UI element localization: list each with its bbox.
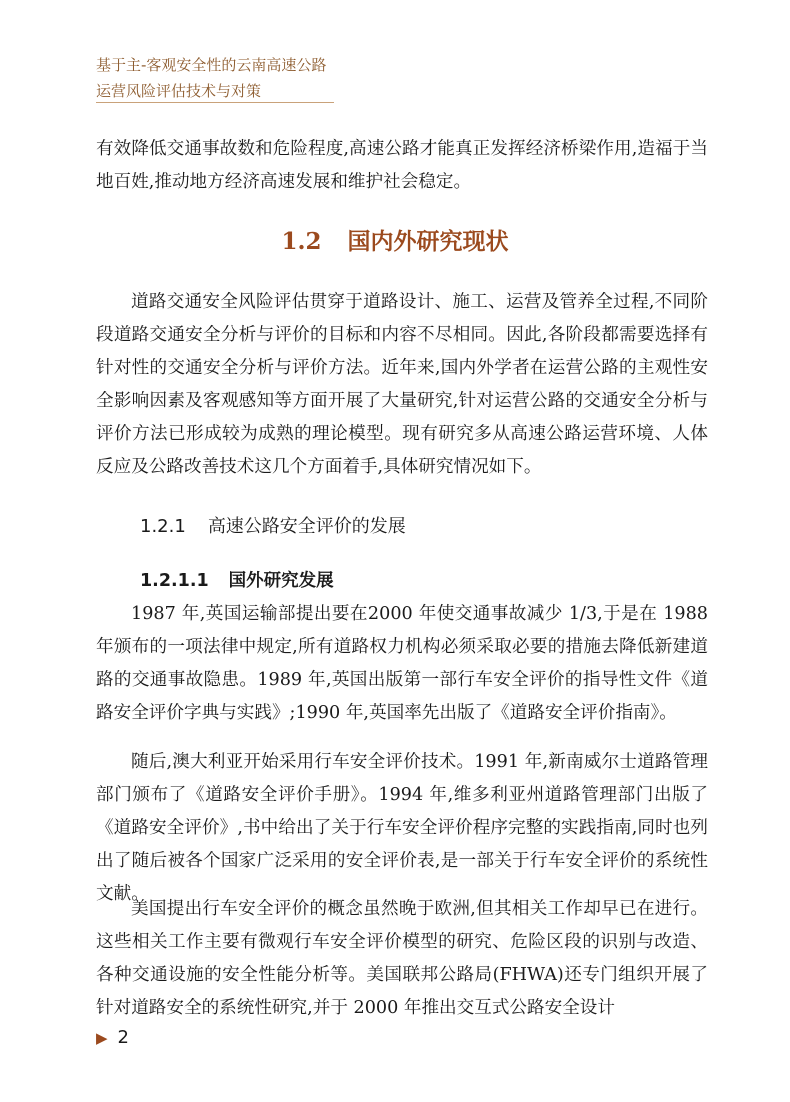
- running-header: [96, 52, 346, 104]
- book-title-line-2: 运营风险评估技术与对策: [96, 82, 262, 100]
- header-rule: [96, 102, 334, 103]
- page-footer: [96, 1024, 129, 1052]
- book-title-line-1: 基于主-客观安全性的云南高速公路: [96, 56, 327, 74]
- subsection-heading: [140, 512, 406, 542]
- triangle-right-icon: ▶: [96, 1029, 108, 1047]
- section-heading: [0, 225, 790, 259]
- section-paragraph: 道路交通安全风险评估贯穿于道路设计、施工、运营及管养全过程,不同阶段道路交通安全分析与评价的目标和内容不尽相同。因此,各阶段都需要选择有针对性的交通安全分析与评价方法。近年来,国内外学者在运营公路的主观性安全影响因素及客观感知等方面开展了大量研究,针对运营公路的交通安全分析与评价方法已形成较为成熟的理论模型。现有研究多从高速公路运营环境、人体反应及公路改善技术这几个方面着手,具体研究情况如下。: [96, 292, 708, 477]
- subsubsection-number: 1.2.1.1: [140, 571, 209, 591]
- section-title: 国内外研究现状: [347, 228, 509, 255]
- subsection-number: 1.2.1: [140, 516, 186, 537]
- page-number: 2: [117, 1027, 129, 1048]
- body-paragraph: 1987 年,英国运输部提出要在2000 年使交通事故减少 1/3,于是在 1988 年颁布的一项法律中规定,所有道路权力机构必须采取必要的措施去降低新建道路的交通事故隐患。1989 年,英国出版第一部行车安全评价的指导性文件《道路安全评价字典与实践》;1990 年,英国率先出版了《道路安全评价指南》。: [96, 604, 708, 723]
- subsubsection-heading: [140, 566, 334, 596]
- body-paragraph: 美国提出行车安全评价的概念虽然晚于欧洲,但其相关工作却早已在进行。这些相关工作主要有微观行车安全评价模型的研究、危险区段的识别与改造、各种交通设施的安全性能分析等。美国联邦公路局(FHWA)还专门组织开展了针对道路安全的系统性研究,并于 2000 年推出交互式公路安全设计: [96, 899, 708, 1018]
- subsubsection-title: 国外研究发展: [228, 571, 334, 591]
- section-number: 1.2: [281, 228, 322, 255]
- intro-paragraph: 有效降低交通事故数和危险程度,高速公路才能真正发挥经济桥梁作用,造福于当地百姓,推动地方经济高速发展和维护社会稳定。: [96, 139, 708, 192]
- subsection-title: 高速公路安全评价的发展: [207, 516, 406, 537]
- body-paragraph: 随后,澳大利亚开始采用行车安全评价技术。1991 年,新南威尔士道路管理部门颁布了《道路安全评价手册》。1994 年,维多利亚州道路管理部门出版了《道路安全评价》,书中给出了关于行车安全评价程序完整的实践指南,同时也列出了随后被各个国家广泛采用的安全评价表,是一部关于行车安全评价的系统性文献。: [96, 752, 708, 904]
